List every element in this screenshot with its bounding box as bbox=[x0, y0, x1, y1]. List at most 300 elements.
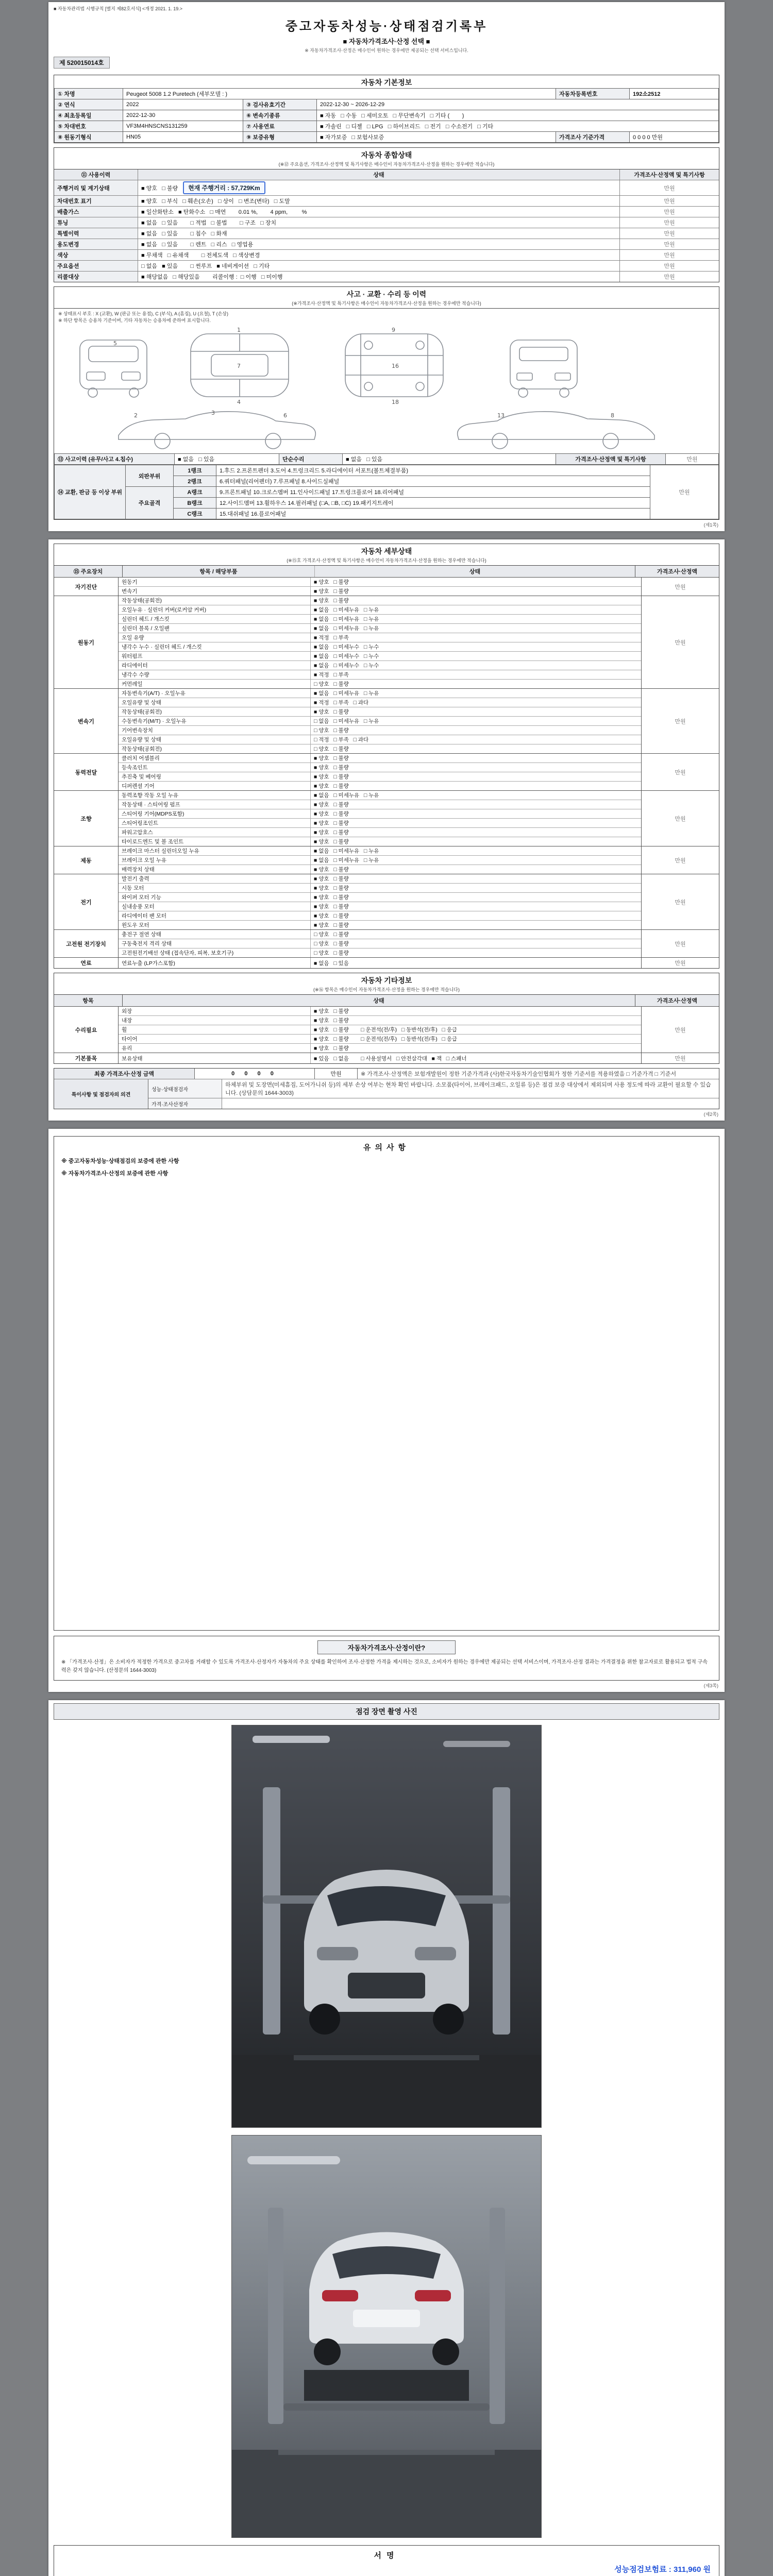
document-number: 제 520015014호 bbox=[54, 57, 110, 69]
group-name: 자기진단 bbox=[54, 578, 119, 596]
detail-state[interactable]: ■ 양호 □ 불량 bbox=[314, 867, 349, 873]
group-amount: 만원 bbox=[641, 689, 719, 753]
detail-state[interactable]: ■ 없음 □ 있음 bbox=[314, 960, 349, 967]
final-price-value: 0 0 0 0 bbox=[195, 1069, 315, 1079]
etc-state[interactable]: ■ 양호 □ 불량 bbox=[314, 1018, 349, 1024]
current-mileage-label: 현재 주행거리 bbox=[188, 184, 226, 192]
detail-col-device: ⑮ 주요장치 bbox=[54, 566, 123, 577]
current-mileage-box: 현재 주행거리 : 57,729Km bbox=[183, 181, 265, 194]
overall-row-state[interactable]: ■ 무채색 □ 유채색 □ 전체도색 □ 색상변경 bbox=[138, 250, 620, 260]
etc-row bbox=[119, 1043, 641, 1053]
detail-item: 오일유량 및 상태 bbox=[119, 735, 311, 744]
etc-state[interactable]: ■ 양호 □ 불량 bbox=[314, 1045, 349, 1052]
car-name-value: Peugeot 5008 1.2 Puretech (세부모델 : ) bbox=[123, 89, 556, 99]
exchange-amount: 만원 bbox=[650, 465, 719, 519]
detail-state[interactable]: □ 양호 □ 불량 bbox=[314, 746, 349, 752]
overall-row-amount: 만원 bbox=[664, 220, 675, 226]
group-name: 조향 bbox=[54, 791, 119, 846]
page-3 bbox=[48, 1129, 725, 1692]
detail-item: 와이퍼 모터 기능 bbox=[119, 893, 311, 902]
page-2 bbox=[48, 539, 725, 1121]
overall-row-state[interactable]: ■ 없음 □ 있음 □ 렌트 □ 리스 □ 영업용 bbox=[138, 239, 620, 249]
rankA-items[interactable]: 9.프론트패널 10.크로스멤버 11.인사이드패널 17.트렁크플로어 18.리어패널 bbox=[216, 487, 650, 498]
overall-row-amount: 만원 bbox=[664, 242, 675, 248]
detail-item: 발전기 출력 bbox=[119, 874, 311, 883]
detail-state[interactable]: ■ 없음 □ 미세누유 □ 누유 bbox=[314, 607, 379, 613]
section-note-detail: (※⑮호 가격조사·산정액 및 특기사항은 매수인이 자동차가격조사·산정을 원하는 경우에만 적습니다) bbox=[54, 557, 719, 566]
document-title: 중고자동차성능·상태점검기록부 bbox=[285, 20, 488, 33]
accident-amount: 만원 bbox=[666, 454, 719, 465]
accident-legend-2: ※ 하단 항목은 승용차 기준이며, 기타 자동차는 승용차에 준하여 표시합니다. bbox=[58, 318, 211, 323]
notice-sec2-head: ※ 자동차가격조사·산정의 보증에 관한 사항 bbox=[61, 1171, 169, 1177]
detail-row bbox=[119, 670, 641, 679]
detail-group-engine bbox=[54, 596, 719, 688]
simple-repair-label: 단순수리 bbox=[279, 454, 343, 465]
rank2-label: 2랭크 bbox=[173, 476, 216, 487]
detail-item: 연료누출 (LP가스포함) bbox=[119, 958, 311, 968]
detail-state[interactable]: ■ 양호 □ 불량 bbox=[314, 598, 349, 604]
etc-group-basic-items bbox=[54, 1053, 719, 1063]
accident-legend: ※ 상태표시 부호 : X (교환), W (판금 또는 용접), C (부식), A (흠집), U (요철), T (손상) bbox=[58, 311, 228, 316]
basic-items-label: 기본품목 bbox=[54, 1053, 119, 1063]
section-basic-info bbox=[54, 75, 719, 143]
group-amount: 만원 bbox=[641, 846, 719, 874]
section-title-accident: 사고 · 교환 · 수리 등 이력 bbox=[346, 290, 427, 298]
group-amount: 만원 bbox=[641, 958, 719, 968]
detail-state[interactable]: ■ 양호 □ 불량 bbox=[314, 579, 349, 585]
detail-state[interactable]: ■ 양호 □ 불량 bbox=[314, 885, 349, 891]
group-name: 변속기 bbox=[54, 689, 119, 753]
final-price-unit: 만원 bbox=[315, 1069, 358, 1079]
detail-row bbox=[119, 762, 641, 772]
group-amount: 만원 bbox=[641, 874, 719, 929]
detail-row bbox=[119, 605, 641, 614]
section-overall-condition bbox=[54, 147, 719, 282]
detail-state[interactable]: ■ 양호 □ 불량 bbox=[314, 802, 349, 808]
accident-history-state[interactable]: ■ 없음 □ 있음 bbox=[175, 454, 279, 465]
exchange-table bbox=[54, 465, 719, 519]
exchange-label: ⑭ 교환, 판금 등 이상 부위 bbox=[55, 465, 126, 519]
overall-row-label: 용도변경 bbox=[54, 239, 138, 249]
section-title-detail: 자동차 세부상태 bbox=[361, 547, 412, 555]
page-note-1: (제1쪽) bbox=[703, 522, 718, 528]
detail-row bbox=[119, 698, 641, 707]
detail-state[interactable]: ■ 양호 □ 불량 bbox=[314, 765, 349, 771]
detail-item: 라디에이터 bbox=[119, 661, 311, 670]
section-title-overall: 자동차 종합상태 bbox=[361, 151, 412, 159]
overall-row-label: 주요옵션 bbox=[54, 261, 138, 271]
detail-state[interactable]: ■ 적정 □ 부족 bbox=[314, 672, 349, 678]
first-reg-label: ④ 최초등록일 bbox=[55, 110, 123, 121]
etc-row bbox=[119, 1007, 641, 1015]
detail-group-fuel bbox=[54, 957, 719, 968]
section-accident-history bbox=[54, 286, 719, 520]
detail-row bbox=[119, 754, 641, 762]
page-note-2: (제2쪽) bbox=[703, 1112, 718, 1117]
detail-state[interactable]: ■ 없음 □ 미세누수 □ 누수 bbox=[314, 653, 379, 659]
detail-item: 작동상태(공회전) bbox=[119, 596, 311, 605]
overall-col-usage: ⑪ 사용이력 bbox=[54, 170, 138, 180]
opinion-title: 특이사항 및 점검자의 의견 bbox=[54, 1079, 148, 1109]
detail-group-selfdiag bbox=[54, 577, 719, 596]
appraiser-opinion bbox=[222, 1098, 719, 1109]
transmission-options[interactable]: ■ 자동 □ 수동 □ 세미오토 □ 무단변속기 □ 기타 ( ) bbox=[317, 110, 719, 121]
detail-state[interactable]: ■ 양호 □ 불량 bbox=[314, 755, 349, 761]
photo-section-title: 점검 장면 촬영 사진 bbox=[54, 1703, 719, 1720]
group-amount: 만원 bbox=[641, 596, 719, 688]
detail-item: 스티어링 기어(MDPS포함) bbox=[119, 809, 311, 818]
detail-col-amount: 가격조사·산정액 bbox=[635, 566, 719, 577]
detail-row bbox=[119, 781, 641, 790]
section-note-accident: (※가격조사·산정액 및 특기사항은 매수인이 자동차가격조사·산정을 원하는 경우에만 적습니다) bbox=[54, 300, 719, 309]
page-1 bbox=[48, 2, 725, 531]
group-name: 원동기 bbox=[54, 596, 119, 688]
simple-repair-state[interactable]: ■ 없음 □ 있음 bbox=[343, 454, 556, 465]
detail-item: 작동상태(공회전) bbox=[119, 744, 311, 753]
detail-item: 기어변속장치 bbox=[119, 726, 311, 735]
rankB-items[interactable]: 12.사이드멤버 13.휠하우스 14.필러패널 (□A, □B, □C) 19.패키지트레이 bbox=[216, 498, 650, 509]
mileage-label: 주행거리 및 계기상태 bbox=[54, 180, 138, 195]
pricing-explain-box bbox=[54, 1636, 719, 1681]
rankC-items[interactable]: 15.대쉬패널 16.플로어패널 bbox=[216, 509, 650, 519]
etc-row bbox=[119, 1034, 641, 1043]
etc-item: 내장 bbox=[119, 1016, 311, 1025]
group-amount: 만원 bbox=[641, 578, 719, 596]
detail-item: 오일 유량 bbox=[119, 633, 311, 642]
section-etc-info bbox=[54, 973, 719, 1064]
signature-section bbox=[54, 2545, 719, 2576]
vin-value: VF3M4HNSCNS131259 bbox=[123, 121, 243, 132]
page-4 bbox=[48, 1700, 725, 2576]
year-label: ② 연식 bbox=[55, 99, 123, 110]
detail-row bbox=[119, 818, 641, 827]
overall-row bbox=[54, 217, 719, 228]
detail-row bbox=[119, 827, 641, 837]
inspection-period-label: ③ 검사유효기간 bbox=[243, 99, 317, 110]
detail-group-electric bbox=[54, 874, 719, 929]
year-value: 2022 bbox=[123, 99, 243, 110]
accident-history-table bbox=[54, 453, 719, 465]
group-name: 동력전달 bbox=[54, 754, 119, 790]
detail-group-powertrain bbox=[54, 753, 719, 790]
etc-state[interactable]: ■ 양호 □ 불량 □ 운전석(전/후) □ 동반석(전/후) □ 응급 bbox=[314, 1036, 457, 1042]
detail-row bbox=[119, 772, 641, 781]
detail-state[interactable]: □ 양호 □ 불량 bbox=[314, 931, 349, 938]
detail-header-row bbox=[54, 566, 719, 577]
base-price-value bbox=[630, 132, 719, 143]
diagram-num-4: 4 bbox=[237, 399, 241, 405]
detail-item: 디퍼렌셜 기어 bbox=[119, 782, 311, 790]
detail-row bbox=[119, 707, 641, 716]
detail-state[interactable]: □ 양호 □ 불량 bbox=[314, 727, 349, 734]
overall-row-label: 리콜대상 bbox=[54, 272, 138, 282]
detail-state[interactable]: □ 양호 □ 불량 bbox=[314, 681, 349, 687]
detail-state[interactable]: ■ 없음 □ 미세누유 □ 누유 bbox=[314, 848, 379, 854]
detail-state[interactable]: ■ 적정 □ 부족 bbox=[314, 635, 349, 641]
overall-row-state[interactable]: ■ 해당없음 □ 해당있음 리콜이행 : □ 이행 □ 미이행 bbox=[138, 272, 620, 282]
detail-item: 라디에이터 팬 모터 bbox=[119, 911, 311, 920]
frame-label: 주요골격 bbox=[125, 487, 173, 519]
overall-row-amount: 만원 bbox=[664, 263, 675, 269]
detail-state[interactable]: ■ 없음 □ 미세누유 □ 누유 bbox=[314, 792, 379, 799]
detail-row bbox=[119, 791, 641, 800]
inspector-opinion: 하체부위 및 도장면(미세흠집, 도어가니쉬 등)의 세부 손상 여부는 현차 확인 바랍니다. 소모품(타이어, 브레이크패드, 오일류 등)은 점검 보증 대상에서 제외되며 사용 정도에 따라 교환이 필요할 수 있습니다. (상담문의 1644-3003) bbox=[225, 1082, 711, 1096]
detail-state[interactable]: ■ 없음 □ 미세누수 □ 누수 bbox=[314, 644, 379, 650]
section-note-overall: (※⑫ 주요옵션, 가격조사·산정액 및 특기사항은 매수인이 자동차가격조사·산정을 원하는 경우에만 적습니다) bbox=[54, 161, 719, 170]
detail-state[interactable]: □ 적정 □ 부족 □ 과다 bbox=[314, 737, 369, 743]
overall-row bbox=[54, 249, 719, 260]
overall-row-amount: 만원 bbox=[664, 252, 675, 259]
overall-row-state[interactable]: ■ 양호 □ 부식 □ 훼손(오손) □ 상이 □ 변조(변타) □ 도말 bbox=[138, 196, 620, 206]
detail-state[interactable]: ■ 양호 □ 불량 bbox=[314, 913, 349, 919]
detail-row bbox=[119, 744, 641, 753]
reg-no-label: 자동차등록번호 bbox=[556, 89, 630, 99]
detail-item: 변속기 bbox=[119, 587, 311, 596]
rank1-items[interactable]: 1.후드 2.프론트펜더 3.도어 4.트렁크리드 5.라디에이터 서포트(볼트체결부품) bbox=[216, 465, 650, 476]
rank2-items[interactable]: 6.쿼터패널(리어펜더) 7.루프패널 8.사이드실패널 bbox=[216, 476, 650, 487]
etc-state[interactable]: ■ 양호 □ 불량 □ 운전석(전/후) □ 동반석(전/후) □ 응급 bbox=[314, 1027, 457, 1033]
detail-item: 워터펌프 bbox=[119, 652, 311, 660]
insurance-fee bbox=[62, 2564, 711, 2574]
detail-row bbox=[119, 874, 641, 883]
fuel-label: ⑦ 사용연료 bbox=[243, 121, 317, 132]
detail-state[interactable]: ■ 양호 □ 불량 bbox=[314, 811, 349, 817]
detail-state[interactable]: ■ 양호 □ 불량 bbox=[314, 783, 349, 789]
overall-row-label: 색상 bbox=[54, 250, 138, 260]
diagram-num-6: 6 bbox=[283, 412, 287, 419]
basic-info-table bbox=[54, 88, 719, 143]
detail-state[interactable]: ■ 없음 □ 미세누유 □ 누유 bbox=[314, 690, 379, 697]
group-name: 연료 bbox=[54, 958, 119, 968]
detail-row bbox=[119, 578, 641, 586]
detail-row bbox=[119, 689, 641, 698]
detail-state[interactable]: ■ 양호 □ 불량 bbox=[314, 894, 349, 901]
overall-row-state[interactable]: ■ 없음 □ 있음 □ 침수 □ 화재 bbox=[138, 228, 620, 239]
overall-row-amount: 만원 bbox=[664, 198, 675, 205]
outer-panel-label: 외판부위 bbox=[125, 465, 173, 487]
detail-row bbox=[119, 651, 641, 660]
appraiser-label: 가격·조사산정자 bbox=[148, 1098, 222, 1109]
fuel-options[interactable]: ■ 가솔린 □ 디젤 □ LPG □ 하이브리드 □ 전기 □ 수소전기 □ 기타 bbox=[317, 121, 719, 132]
etc-row bbox=[119, 1025, 641, 1034]
etc-item: 유리 bbox=[119, 1044, 311, 1053]
diagram-num-1: 1 bbox=[237, 327, 241, 333]
etc-amount: 만원 bbox=[641, 1007, 719, 1053]
etc-row bbox=[119, 1015, 641, 1025]
mileage-state[interactable] bbox=[138, 180, 620, 195]
overall-row-state[interactable]: ■ 없음 □ 있음 □ 적법 □ 불법 □ 구조 □ 장치 bbox=[138, 217, 620, 228]
vin-label: ⑤ 차대번호 bbox=[55, 121, 123, 132]
detail-row bbox=[119, 837, 641, 846]
detail-state[interactable]: ■ 양호 □ 불량 bbox=[314, 904, 349, 910]
detail-row bbox=[119, 846, 641, 855]
detail-state[interactable]: ■ 양호 □ 불량 bbox=[314, 839, 349, 845]
etc-item: 타이어 bbox=[119, 1035, 311, 1043]
detail-row bbox=[119, 920, 641, 929]
diagram-num-3: 3 bbox=[211, 410, 215, 416]
overall-row bbox=[54, 228, 719, 239]
detail-row bbox=[119, 911, 641, 920]
mileage-options[interactable]: ■ 양호 □ 불량 bbox=[141, 185, 178, 192]
detail-item: 추진축 및 베어링 bbox=[119, 772, 311, 781]
etc-item: 휠 bbox=[119, 1025, 311, 1034]
overall-row bbox=[54, 195, 719, 206]
detail-state[interactable]: ■ 없음 □ 미세누유 □ 누유 bbox=[314, 616, 379, 622]
diagram-num-18: 18 bbox=[392, 399, 399, 405]
detail-row bbox=[119, 735, 641, 744]
detail-state[interactable]: ■ 양호 □ 불량 bbox=[314, 588, 349, 595]
detail-state[interactable]: □ 없음 □ 미세누유 □ 누유 bbox=[314, 718, 379, 724]
group-name: 제동 bbox=[54, 846, 119, 874]
diagram-num-16: 16 bbox=[392, 363, 399, 369]
diagram-num-2: 2 bbox=[134, 412, 138, 419]
base-price-digits: 0 0 0 0 bbox=[633, 134, 650, 141]
group-name: 전기 bbox=[54, 874, 119, 929]
detail-col-state: 상태 bbox=[469, 569, 481, 575]
etc-group-repair bbox=[54, 1006, 719, 1053]
car-name-label: ① 차명 bbox=[55, 89, 123, 99]
detail-item: 동력조향 작동 오일 누유 bbox=[119, 791, 311, 800]
inspection-photo-2 bbox=[231, 2135, 542, 2538]
transmission-label: ⑥ 변속기종류 bbox=[243, 110, 317, 121]
section-title-etc: 자동차 기타정보 bbox=[361, 976, 412, 985]
detail-row bbox=[119, 800, 641, 809]
detail-state[interactable]: ■ 양호 □ 불량 bbox=[314, 922, 349, 928]
detail-row bbox=[119, 633, 641, 642]
detail-state[interactable]: □ 양호 □ 불량 bbox=[314, 950, 349, 956]
etc-state[interactable]: ■ 양호 □ 불량 bbox=[314, 1008, 349, 1014]
inspector-label: 성능·상태점검자 bbox=[148, 1079, 222, 1098]
basic-items-state[interactable]: ■ 있음 □ 없음 □ 사용설명서 □ 안전삼각대 ■ 잭 □ 스패너 bbox=[314, 1055, 467, 1062]
section-note-etc: (※⑯ 항목은 매수인이 자동차가격조사·산정을 원하는 경우에만 적습니다) bbox=[54, 986, 719, 995]
etc-col-item: 항목 bbox=[54, 995, 123, 1006]
detail-col-item: 항목 / 해당부품 bbox=[123, 566, 315, 577]
current-mileage-value: 57,729Km bbox=[231, 184, 260, 192]
insurance-fee-value: 311,960 원 bbox=[673, 2565, 711, 2574]
detail-state[interactable]: ■ 양호 □ 불량 bbox=[314, 774, 349, 780]
detail-row bbox=[119, 865, 641, 874]
detail-state[interactable]: □ 양호 □ 불량 bbox=[314, 941, 349, 947]
detail-row bbox=[119, 809, 641, 818]
overall-row bbox=[54, 260, 719, 271]
detail-item: 배력장치 상태 bbox=[119, 865, 311, 874]
detail-row bbox=[119, 855, 641, 865]
detail-state[interactable]: ■ 없음 □ 미세누유 □ 누유 bbox=[314, 625, 379, 632]
document-note: ※ 자동차가격조사·산정은 매수인이 원하는 경우에만 제공되는 선택 서비스입니다. bbox=[305, 48, 468, 53]
overall-row-label: 특별이력 bbox=[54, 228, 138, 239]
engine-type-label: ⑧ 원동기형식 bbox=[55, 132, 123, 143]
accident-amount-head: 가격조사·산정액 및 특기사항 bbox=[556, 454, 666, 465]
detail-item: 작동상태(공회전) bbox=[119, 707, 311, 716]
detail-item: 등속조인트 bbox=[119, 763, 311, 772]
detail-item: 윈도우 모터 bbox=[119, 921, 311, 929]
base-price-label: 가격조사 기준가격 bbox=[556, 132, 630, 143]
etc-header-row bbox=[54, 995, 719, 1006]
detail-item: 오일유량 및 상태 bbox=[119, 698, 311, 707]
detail-state[interactable]: ■ 없음 □ 미세누유 □ 누유 bbox=[314, 857, 379, 863]
overall-col-state: 상태 bbox=[138, 170, 620, 180]
detail-item: 수동변속기(M/T) · 오일누유 bbox=[119, 717, 311, 725]
form-reference: ■ 자동차관리법 시행규칙 [별지 제82호서식] <개정 2021. 1. 19.> bbox=[54, 6, 182, 11]
detail-item: 작동상태 · 스티어링 펌프 bbox=[119, 800, 311, 809]
detail-row bbox=[119, 623, 641, 633]
overall-row bbox=[54, 239, 719, 249]
overall-row-amount: 만원 bbox=[664, 274, 675, 280]
detail-state[interactable]: ■ 없음 □ 미세누수 □ 누수 bbox=[314, 663, 379, 669]
overall-row-state[interactable]: □ 없음 ■ 있음 □ 썬루프 ■ 네비게이션 □ 기타 bbox=[138, 261, 620, 271]
detail-row bbox=[119, 892, 641, 902]
detail-state[interactable]: ■ 양호 □ 불량 bbox=[314, 709, 349, 715]
detail-item: 충전구 절연 상태 bbox=[119, 930, 311, 939]
diagram-num-9: 9 bbox=[392, 327, 395, 333]
group-name: 고전원 전기장치 bbox=[54, 930, 119, 957]
section-detail-condition bbox=[54, 544, 719, 969]
mileage-amount: 만원 bbox=[664, 185, 675, 192]
reg-no-value: 192소2512 bbox=[630, 89, 719, 99]
detail-item: 구동축전지 격리 상태 bbox=[119, 939, 311, 948]
detail-state[interactable]: ■ 양호 □ 불량 bbox=[314, 820, 349, 826]
basic-items-item: 보유상태 bbox=[119, 1053, 311, 1063]
detail-item: 실린더 헤드 / 개스킷 bbox=[119, 615, 311, 623]
overall-col-amount: 가격조사·산정액 및 특기사항 bbox=[634, 172, 705, 178]
final-price-method: ※ 가격조사·산정액은 보험개발원이 정한 기준가격과 (사)한국자동차기술인협회가 정한 기준서를 적용하였음 □ 기준가격 □ 기준서 bbox=[361, 1071, 677, 1077]
basic-items-amount: 만원 bbox=[641, 1053, 719, 1063]
insurance-fee-label: 성능점검보험료 : bbox=[614, 2565, 671, 2574]
detail-item: 스티어링조인트 bbox=[119, 819, 311, 827]
document-subtitle: ■ 자동차가격조사·산정 선택 ■ bbox=[343, 38, 430, 45]
detail-row bbox=[119, 948, 641, 957]
detail-item: 오일누유 · 실린더 커버(로커암 커버) bbox=[119, 605, 311, 614]
overall-row-label: 튜닝 bbox=[54, 217, 138, 228]
rankB-label: B랭크 bbox=[173, 498, 216, 509]
diagram-num-13: 13 bbox=[497, 412, 505, 419]
rankA-label: A랭크 bbox=[173, 487, 216, 498]
overall-row-state[interactable]: ■ 일산화탄소 ■ 탄화수소 □ 매연 0.01 %, 4 ppm, % bbox=[138, 207, 620, 217]
notice-title: 유의사항 bbox=[363, 1143, 410, 1152]
engine-type-value: HN05 bbox=[123, 132, 243, 143]
detail-row bbox=[119, 883, 641, 892]
detail-row bbox=[119, 642, 641, 651]
detail-state[interactable]: ■ 양호 □ 불량 bbox=[314, 829, 349, 836]
overall-row-amount: 만원 bbox=[664, 231, 675, 237]
detail-item: 브레이크 마스터 실린더오일 누유 bbox=[119, 846, 311, 855]
final-price-label: 최종 가격조사·산정 금액 bbox=[54, 1069, 195, 1079]
group-amount: 만원 bbox=[641, 754, 719, 790]
detail-row bbox=[119, 725, 641, 735]
detail-item: 타이로드엔드 및 볼 조인트 bbox=[119, 837, 311, 846]
overall-row-amount: 만원 bbox=[664, 209, 675, 215]
detail-row bbox=[119, 596, 641, 605]
pricing-explain-text: ※ 「가격조사·산정」은 소비자가 적정한 가격으로 중고차를 거래할 수 있도록 가격조사·산정자가 자동차의 주요 상태를 확인하여 조사·산정한 가격을 제시하는 것으로, 소비자가 원하는 경우에만 제공되는 선택 서비스이며, 가격조사·산정 결과는 가격결정을 위한 참고자료로 활용되고 법적 구속력은 갖지 않습니다. (산정문의 1644-3003) bbox=[61, 1659, 708, 1673]
detail-state[interactable]: ■ 적정 □ 부족 □ 과다 bbox=[314, 700, 369, 706]
detail-row bbox=[119, 614, 641, 623]
detail-state[interactable]: ■ 양호 □ 불량 bbox=[314, 876, 349, 882]
detail-item: 커먼레일 bbox=[119, 680, 311, 688]
detail-row bbox=[119, 586, 641, 596]
accident-history-label: ⑬ 사고이력 (유무/사고 4.침수) bbox=[55, 454, 175, 465]
warranty-options[interactable]: ■ 자가보증 □ 보험사보증 bbox=[317, 132, 556, 143]
inspection-photo-1 bbox=[231, 1725, 542, 2128]
diagram-num-5: 5 bbox=[113, 340, 117, 347]
overall-row bbox=[54, 271, 719, 282]
etc-col-amount: 가격조사·산정액 bbox=[635, 995, 719, 1006]
detail-item: 냉각수 수량 bbox=[119, 670, 311, 679]
repair-label: 수리필요 bbox=[54, 1007, 119, 1053]
detail-row bbox=[119, 939, 641, 948]
detail-group-transmission bbox=[54, 688, 719, 753]
rank1-label: 1랭크 bbox=[173, 465, 216, 476]
notice-box bbox=[54, 1136, 719, 1631]
